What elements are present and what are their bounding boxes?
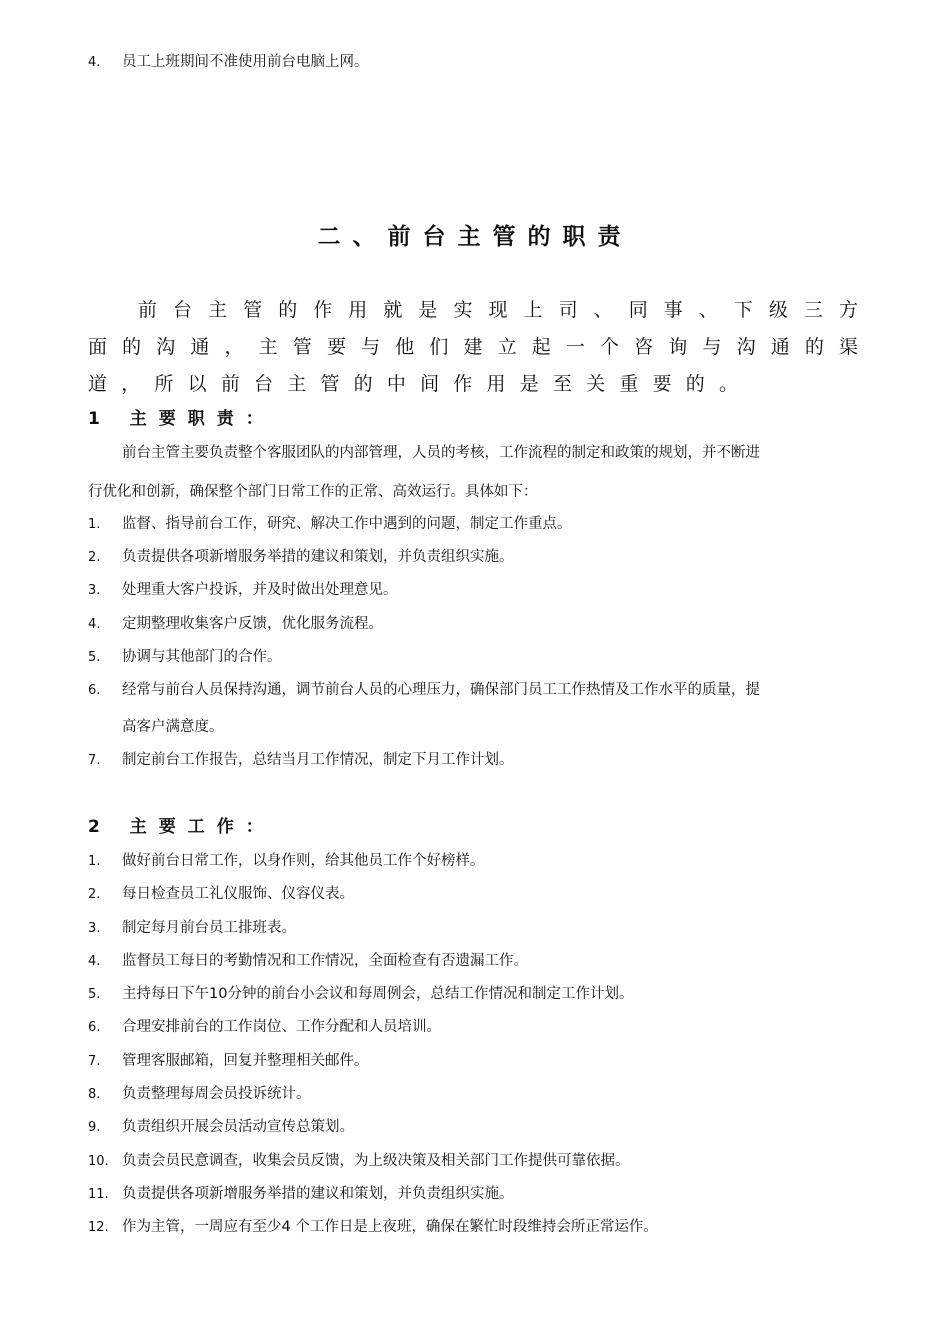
list-number: 9.: [88, 1120, 101, 1135]
duty-item: [88, 647, 282, 668]
intro-line: 前台主管的作用就是实现上司、同事、下级三方: [138, 299, 858, 321]
list-text: 定期整理收集客户反馈，优化服务流程。: [122, 616, 383, 632]
duty-item: [88, 614, 383, 635]
list-number: 7.: [88, 753, 101, 768]
work-item: [88, 1217, 658, 1238]
list-number: 4.: [88, 954, 101, 969]
list-number: 3.: [88, 583, 101, 598]
duties-heading: 1 主要职责：: [88, 409, 275, 429]
list-text: 监督、指导前台工作，研究、解决工作中遇到的问题，制定工作重点。: [122, 516, 572, 532]
list-text: 负责提供各项新增服务举措的建议和策划，并负责组织实施。: [122, 1186, 514, 1202]
work-item: [88, 1184, 514, 1205]
work-item: [88, 1051, 369, 1072]
duties-paragraph: 行优化和创新，确保整个部门日常工作的正常、高效运行。具体如下：: [88, 484, 538, 500]
list-text: 员工上班期间不准使用前台电脑上网。: [122, 54, 369, 70]
list-text: 协调与其他部门的合作。: [122, 649, 282, 665]
list-text: 主持每日下午10分钟的前台小会议和每周例会，总结工作情况和制定工作计划。: [122, 986, 634, 1002]
work-item: [88, 1084, 311, 1105]
list-text: 做好前台日常工作，以身作则，给其他员工作个好榜样。: [122, 853, 485, 869]
work-heading: 2 主要工作：: [88, 817, 275, 837]
list-number: 1.: [88, 854, 101, 869]
list-text: 监督员工每日的考勤情况和工作情况，全面检查有否遗漏工作。: [122, 953, 528, 969]
list-text: 制定前台工作报告，总结当月工作情况，制定下月工作计划。: [122, 752, 514, 768]
list-text: 负责组织开展会员活动宣传总策划。: [122, 1119, 354, 1135]
list-number: 2.: [88, 550, 101, 565]
list-text: 处理重大客户投诉，并及时做出处理意见。: [122, 582, 398, 598]
work-item: [88, 851, 485, 872]
section-title: 二、前台主管的职责: [317, 224, 633, 250]
work-item: [88, 1017, 441, 1038]
duty-item: [88, 580, 398, 601]
list-text: 经常与前台人员保持沟通，调节前台人员的心理压力，确保部门员工工作热情及工作水平的质量，提: [122, 682, 760, 698]
list-text: 管理客服邮箱，回复并整理相关邮件。: [122, 1053, 369, 1069]
list-number: 12.: [88, 1220, 109, 1235]
list-number: 4.: [88, 55, 101, 70]
list-number: 2.: [88, 887, 101, 902]
list-number: 5.: [88, 650, 101, 665]
list-text: 负责整理每周会员投诉统计。: [122, 1086, 311, 1102]
list-text: 负责会员民意调查，收集会员反馈，为上级决策及相关部门工作提供可靠依据。: [122, 1153, 630, 1169]
work-item: [88, 984, 633, 1005]
work-item: [88, 951, 528, 972]
duty-item-continuation: 高客户满意度。: [122, 719, 224, 735]
list-text: 负责提供各项新增服务举措的建议和策划，并负责组织实施。: [122, 549, 514, 565]
list-number: 7.: [88, 1054, 101, 1069]
list-text: 合理安排前台的工作岗位、工作分配和人员培训。: [122, 1019, 441, 1035]
list-item: [88, 52, 369, 73]
work-item: [88, 1151, 630, 1172]
intro-line: 面的沟通，主管要与他们建立起一个咨询与沟通的渠: [88, 336, 858, 358]
list-text: 作为主管，一周应有至少4 个工作日是上夜班，确保在繁忙时段维持会所正常运作。: [122, 1219, 658, 1235]
list-number: 6.: [88, 683, 101, 698]
list-number: 3.: [88, 921, 101, 936]
list-number: 11.: [88, 1187, 109, 1202]
list-text: 每日检查员工礼仪服饰、仪容仪表。: [122, 886, 354, 902]
list-text: 制定每月前台员工排班表。: [122, 920, 296, 936]
work-item: [88, 884, 354, 905]
duty-item: [88, 750, 514, 771]
work-item: [88, 1117, 354, 1138]
list-number: 8.: [88, 1087, 101, 1102]
duty-item: [88, 547, 514, 568]
list-number: 4.: [88, 617, 101, 632]
list-number: 5.: [88, 987, 101, 1002]
list-number: 6.: [88, 1020, 101, 1035]
list-number: 1.: [88, 517, 101, 532]
list-number: 10.: [88, 1154, 109, 1169]
intro-line: 道，所以前台主管的中间作用是至关重要的。: [88, 373, 738, 395]
duty-item: [88, 514, 572, 535]
work-item: [88, 918, 296, 939]
duties-paragraph: 前台主管主要负责整个客服团队的内部管理，人员的考核，工作流程的制定和政策的规划，并不断进: [122, 445, 760, 461]
duty-item: [88, 680, 760, 701]
